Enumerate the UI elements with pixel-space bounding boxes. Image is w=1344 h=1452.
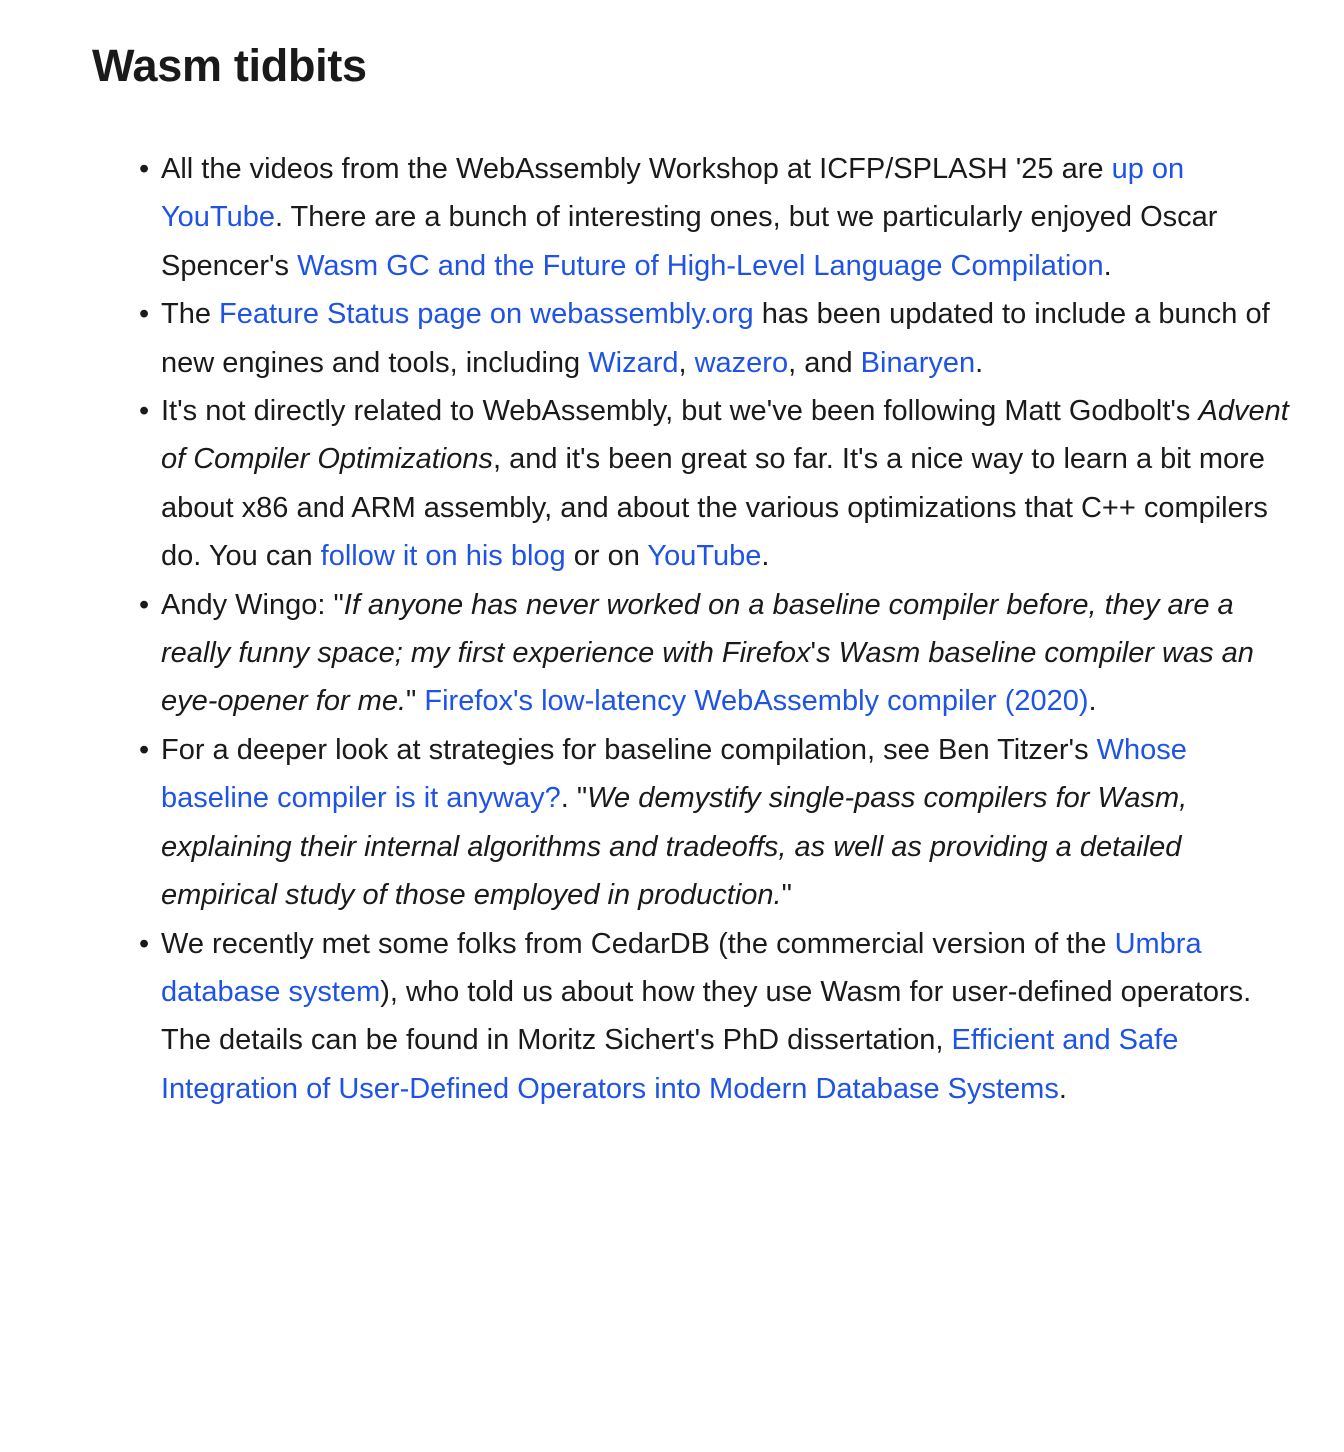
binaryen-link[interactable]: Binaryen xyxy=(860,346,976,379)
item-text: " xyxy=(406,685,425,718)
firefox-compiler-link[interactable]: Firefox's low-latency WebAssembly compiler (2020) xyxy=(424,685,1089,718)
quote-text: s Wasm baseline compiler was an eye-opener for me. xyxy=(161,637,1254,718)
item-text: Andy Wingo: " xyxy=(161,588,344,621)
godbolt-youtube-link[interactable]: YouTube xyxy=(647,540,762,573)
bullet-icon: • xyxy=(139,733,150,766)
item-text: For a deeper look at strategies for baseline compilation, see Ben Titzer's xyxy=(161,733,1097,766)
item-text: or on xyxy=(565,540,648,573)
item-text: . xyxy=(761,540,770,573)
item-text: It's not directly related to WebAssembly, but we've been following Matt Godbolt's xyxy=(161,395,1199,428)
bullet-icon: • xyxy=(139,395,150,428)
item-text: We recently met some folks from CedarDB (the commercial version of the xyxy=(161,927,1115,960)
bullet-icon: • xyxy=(139,588,150,621)
list-item xyxy=(139,581,1296,726)
list-item xyxy=(139,920,1296,1114)
bullet-icon: • xyxy=(139,153,150,185)
wazero-link[interactable]: wazero xyxy=(694,346,789,379)
emphasis-text: Advent of Compiler Optimizations xyxy=(161,395,1289,476)
youtube-workshop-link[interactable]: up on YouTube xyxy=(161,153,1185,234)
item-text: has been updated to include a bunch of new engines and tools, including xyxy=(161,298,1270,379)
dissertation-link[interactable]: Efficient and Safe Integration of User-Defined Operators into Modern Database Systems xyxy=(161,1024,1179,1105)
list-item xyxy=(139,726,1296,920)
feature-status-link[interactable]: Feature Status page on webassembly.org xyxy=(219,298,754,331)
bullet-icon: • xyxy=(139,298,150,331)
tidbits-list xyxy=(92,145,1296,1113)
item-text: . " xyxy=(560,782,588,815)
item-text: ), who told us about how they use Wasm for user-defined operators. The details can be found in Moritz Sichert's PhD dissertation, xyxy=(161,975,1252,1057)
list-item xyxy=(139,145,1296,290)
item-text: . xyxy=(1103,249,1112,282)
item-text: , and xyxy=(788,346,861,379)
item-text: , xyxy=(678,346,695,379)
godbolt-blog-link[interactable]: follow it on his blog xyxy=(320,540,566,573)
baseline-compiler-paper-link[interactable]: Whose baseline compiler is it anyway? xyxy=(161,733,1187,815)
item-text: All the videos from the WebAssembly Workshop at ICFP/SPLASH '25 are xyxy=(161,153,1112,185)
umbra-link[interactable]: Umbra database system xyxy=(161,927,1202,1008)
section-heading: Wasm tidbits xyxy=(92,40,367,91)
item-text: The xyxy=(161,298,220,331)
wasm-gc-talk-link[interactable]: Wasm GC and the Future of High-Level Language Compilation xyxy=(297,249,1104,282)
item-text: ' xyxy=(810,637,817,670)
bullet-icon: • xyxy=(139,927,150,960)
list-item xyxy=(139,387,1296,581)
item-text: . There are a bunch of interesting ones, but we particularly enjoyed Oscar Spencer's xyxy=(161,201,1218,282)
quote-text: If anyone has never worked on a baseline compiler before, they are a really funny space; my first experience with Firefox xyxy=(161,588,1234,670)
item-text: , and it's been great so far. It's a nice way to learn a bit more about x86 and ARM assembly, and about the various optimizations that C++ compilers do. You can xyxy=(161,443,1268,573)
wizard-link[interactable]: Wizard xyxy=(588,346,679,379)
item-text: " xyxy=(781,879,792,912)
list-item xyxy=(139,290,1296,387)
item-text: . xyxy=(975,346,984,379)
quote-text: We demystify single-pass compilers for Wasm, explaining their internal algorithms and tradeoffs, as well as providing a detailed empirical study of those employed in production. xyxy=(161,782,1188,912)
item-text: . xyxy=(1088,685,1097,718)
item-text: . xyxy=(1058,1072,1067,1105)
